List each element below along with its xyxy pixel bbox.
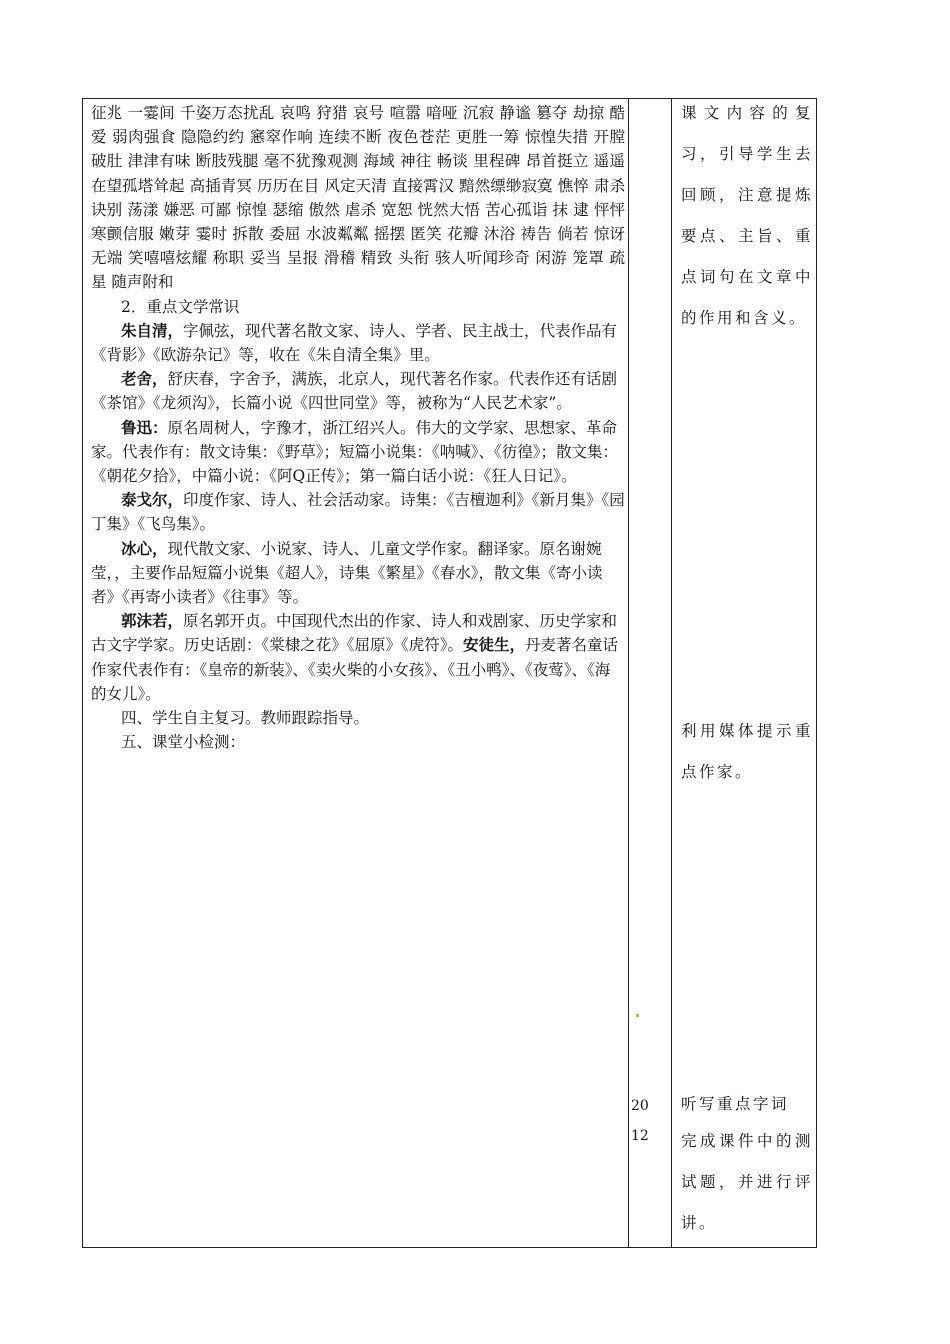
author-name: 鲁迅：: [121, 417, 168, 437]
author-description: 舒庆春，字舍予，满族，北京人，现代著名作家。代表作还有话剧《茶馆》《龙须沟》，长篇小说《四世同堂》等，被称为“人民艺术家”。: [91, 370, 618, 413]
main-content-column: [91, 101, 625, 754]
column-divider-left: [628, 99, 629, 1247]
author-name: 朱自清，: [121, 320, 184, 340]
lesson-plan-table: [82, 98, 817, 1248]
author-entry-lao-she: [91, 367, 625, 415]
author-description: 字佩弦，现代著名散文家、诗人、学者、民主战士，代表作品有《背影》《欧游杂记》等，收在《朱自清全集》里。: [91, 321, 618, 365]
teaching-note-dictation: 听写重点字词: [681, 1095, 790, 1113]
author-name: 郭沫若，: [121, 611, 184, 631]
teaching-note-review: 课文内容的复习，引导学生去回顾，注意提炼要点、主旨、重点词句在文章中的作用和含义。: [681, 104, 813, 327]
section-heading-literature: 2．重点文学常识: [121, 297, 240, 316]
author-name: 老舍，: [121, 369, 168, 389]
author-description: 原名郭开贞。中国现代杰出的作家、诗人和戏剧家、历史学家和古文字学家。历史话剧：《棠棣之花》《屈原》《虎符》。: [91, 612, 618, 655]
author-entry-bing-xin: [91, 537, 625, 610]
time-column: [631, 1091, 667, 1151]
author-entry-tagore: [91, 488, 625, 536]
step-four: 四、学生自主复习。教师跟踪指导。: [121, 709, 370, 728]
author-description: 原名周树人，字豫才，浙江绍兴人。伟大的文学家、思想家、革命家。代表作有：散文诗集：《野草》；短篇小说集：《呐喊》、《彷徨》；散文集：《朝花夕拾》，中篇小说：《阿Q正传》；第一篇白话小说：《狂人日记》。: [91, 418, 619, 486]
teaching-note-exercise: 完成课件中的测试题，并进行评讲。: [681, 1132, 813, 1232]
time-value-line2: 12: [631, 1128, 649, 1144]
author-name: 泰戈尔，: [121, 490, 184, 510]
author-entry-guo-moruo: [91, 609, 625, 706]
author-name: 冰心，: [121, 538, 168, 558]
author-description: 现代散文家、小说家、诗人、儿童文学作家。翻译家。原名谢婉莹，，主要作品短篇小说集《超人》，诗集《繁星》《春水》，散文集《寄小读者》《再寄小读者》《往事》等。: [91, 539, 603, 607]
decorative-dot: [636, 1014, 639, 1017]
author-entry-lu-xun: [91, 416, 625, 489]
column-divider-right: [671, 99, 672, 1247]
vocabulary-list: 征兆 一霎间 千姿万态扰乱 哀鸣 狩猎 哀号 喧嚣 喑哑 沉寂 静谧 篡夺 劫掠 酷爱 弱肉强食 隐隐约约 窸窣作响 连续不断 夜色苍茫 更胜一筹 惊惶失措 开膛破肚 津津有味 断肢残腿 毫不犹豫观测 海域 神往 畅谈 里程碑 昂首挺立 遥遥在望孤塔耸起 高插青冥 历历在目 风定天清 直接霄汉 黯然缥缈寂寞 憔悴 肃杀 诀别 荡漾 嫌恶 可鄙 惊惶 瑟缩 傲然 虐杀 宽恕 恍然大悟 苦心孤诣 抹 逮 怦怦 寒颤信服 嫩芽 霎时 拆散 委屈 水波粼粼 摇摆 匿笑 花瓣 沐浴 祷告 倘若 惊讶 无端 笑嘻嘻炫耀 称职 妥当 呈报 滑稽 精致 头衔 骇人听闻珍奇 闲游 笼罩 疏星 随声附和: [91, 104, 625, 292]
time-value-line1: 20: [631, 1098, 649, 1114]
author-name-andersen: 安徒生，: [463, 635, 526, 655]
author-entry-zhu-ziqing: [91, 319, 625, 367]
teaching-note-media: 利用媒体提示重点作家。: [681, 722, 813, 781]
step-five: 五、课堂小检测：: [121, 733, 246, 752]
author-description-andersen: 丹麦著名童话作家代表作有：《皇帝的新装》、《卖火柴的小女孩》、《丑小鸭》、《夜莺》、《海的女儿》。: [91, 636, 619, 703]
author-description: 印度作家、诗人、社会活动家。诗集：《吉檀迦利》《新月集》《园丁集》《飞鸟集》。: [91, 491, 625, 534]
